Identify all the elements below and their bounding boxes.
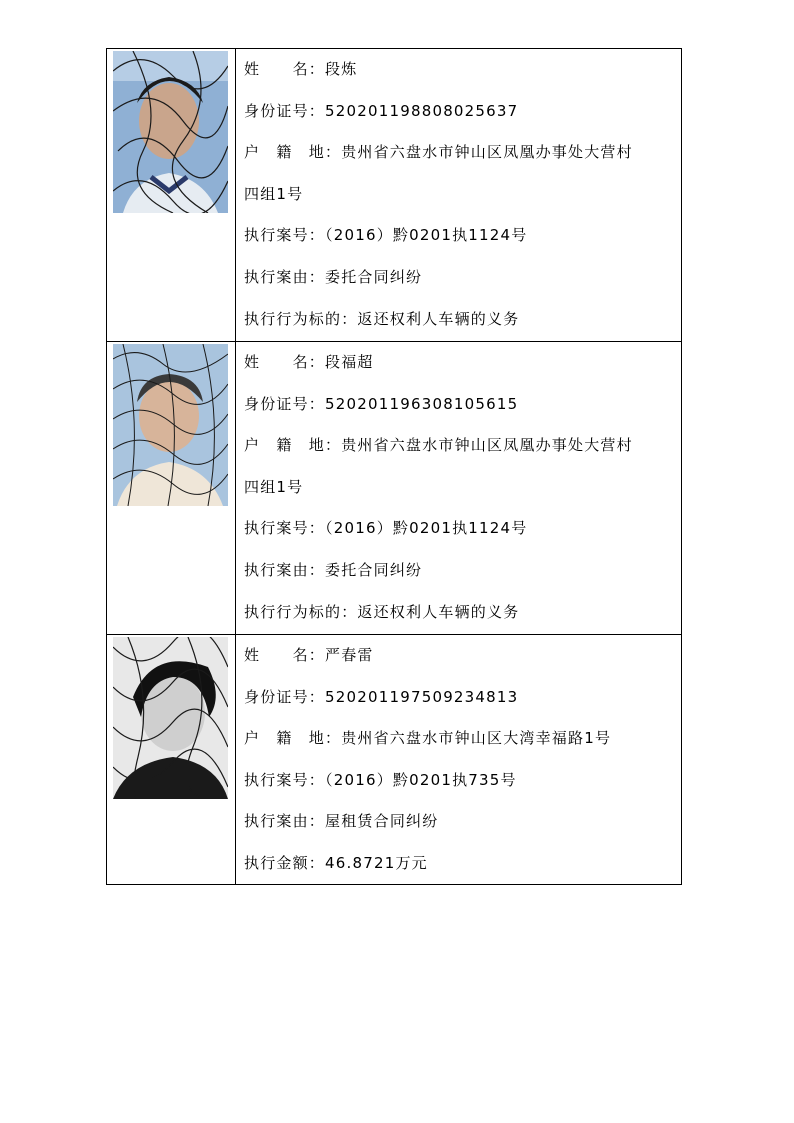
case-no-value: （2016）黔0201执735号 — [325, 770, 517, 789]
id-value: 520201196308105615 — [325, 394, 519, 413]
reason-line — [244, 550, 673, 592]
address-value: 贵州省六盘水市钟山区大湾幸福路1号 — [341, 729, 612, 748]
address-value-cont: 四组1号 — [244, 477, 304, 496]
person-record — [106, 634, 682, 885]
address-label: 户 籍 地： — [244, 436, 342, 455]
id-value: 520201198808025637 — [325, 101, 519, 120]
reason-line — [244, 257, 673, 299]
reason-line — [244, 801, 673, 843]
name-value: 段炼 — [325, 60, 358, 78]
id-line — [244, 677, 673, 719]
target-line — [244, 299, 673, 341]
person-record — [106, 48, 682, 341]
portrait-photo — [113, 344, 228, 506]
reason-label: 执行案由： — [244, 560, 326, 579]
id-line — [244, 91, 673, 133]
case-no-label: 执行案号： — [244, 770, 326, 789]
person-table — [106, 48, 682, 885]
id-label: 身份证号： — [244, 394, 326, 413]
address-value: 贵州省六盘水市钟山区凤凰办事处大营村 — [341, 436, 633, 455]
reason-label: 执行案由： — [244, 812, 326, 831]
id-line — [244, 384, 673, 426]
case-no-value: （2016）黔0201执1124号 — [325, 519, 528, 538]
case-no-line — [244, 508, 673, 550]
info-cell — [236, 342, 681, 634]
reason-label: 执行案由： — [244, 267, 326, 286]
amount-label: 执行金额： — [244, 853, 326, 872]
photo-cell — [107, 342, 236, 634]
target-label: 执行行为标的： — [244, 602, 358, 621]
portrait-photo — [113, 637, 228, 799]
target-line — [244, 592, 673, 634]
address-line — [244, 132, 673, 174]
amount-value: 46.8721万元 — [325, 853, 428, 872]
target-value: 返还权利人车辆的义务 — [357, 309, 520, 328]
info-cell — [236, 49, 681, 341]
address-label: 户 籍 地： — [244, 729, 342, 748]
address-label: 户 籍 地： — [244, 143, 342, 162]
address-line — [244, 718, 673, 760]
person-record — [106, 341, 682, 634]
address-line — [244, 425, 673, 467]
photo-cell — [107, 49, 236, 341]
target-value: 返还权利人车辆的义务 — [357, 602, 520, 621]
reason-value: 屋租赁合同纠纷 — [325, 812, 439, 831]
name-line — [244, 635, 673, 677]
name-label: 姓 名： — [244, 60, 326, 78]
reason-value: 委托合同纠纷 — [325, 267, 423, 286]
id-value: 520201197509234813 — [325, 687, 519, 706]
id-label: 身份证号： — [244, 687, 326, 706]
name-value: 段福超 — [325, 353, 374, 371]
case-no-line — [244, 760, 673, 802]
photo-cell — [107, 635, 236, 884]
reason-value: 委托合同纠纷 — [325, 560, 423, 579]
name-label: 姓 名： — [244, 353, 326, 371]
address-value: 贵州省六盘水市钟山区凤凰办事处大营村 — [341, 143, 633, 162]
name-label: 姓 名： — [244, 646, 326, 664]
address-line-cont — [244, 174, 673, 216]
name-value: 严春雷 — [325, 646, 374, 664]
id-label: 身份证号： — [244, 101, 326, 120]
name-line — [244, 49, 673, 91]
target-label: 执行行为标的： — [244, 309, 358, 328]
case-no-value: （2016）黔0201执1124号 — [325, 226, 528, 245]
address-line-cont — [244, 467, 673, 509]
case-no-line — [244, 215, 673, 257]
amount-line — [244, 843, 673, 885]
info-cell — [236, 635, 681, 884]
case-no-label: 执行案号： — [244, 519, 326, 538]
name-line — [244, 342, 673, 384]
portrait-photo — [113, 51, 228, 213]
case-no-label: 执行案号： — [244, 226, 326, 245]
address-value-cont: 四组1号 — [244, 184, 304, 203]
